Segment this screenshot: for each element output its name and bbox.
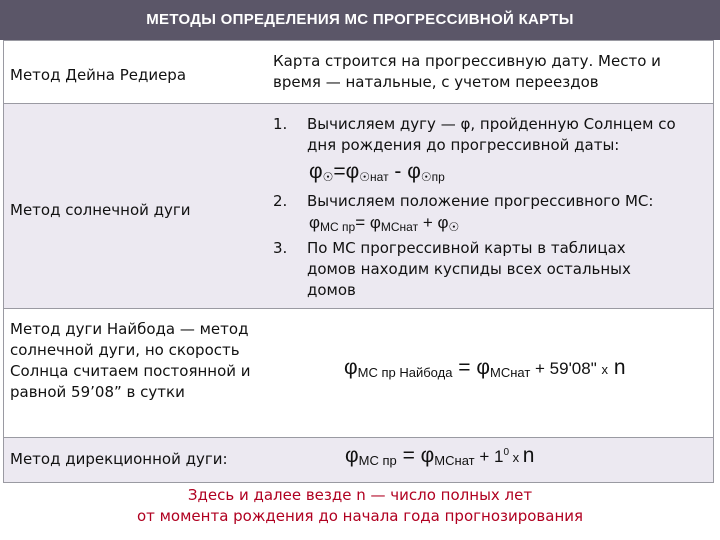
item-number: 1. — [273, 115, 288, 133]
item-text: Вычисляем положение прогрессивного МС: — [307, 192, 654, 210]
list-item — [273, 238, 703, 301]
method-name: Метод дирекционной дуги: — [10, 450, 228, 468]
item-number: 2. — [273, 192, 288, 210]
footnote — [0, 485, 720, 527]
method-description: Карта строится на прогрессивную дату. Место и время — натальные, с учетом переездов — [273, 52, 661, 91]
method-name: Метод солнечной дуги — [10, 201, 191, 219]
method-name: Метод дуги Найбода — метод солнечной дуги, но скорость Солнца считаем постоянной и равной 59’08” в сутки — [10, 320, 251, 401]
method-name: Метод Дейна Редиера — [10, 66, 187, 84]
item-number: 3. — [273, 239, 288, 257]
methods-table — [3, 40, 714, 483]
table-row — [4, 41, 713, 103]
list-item — [273, 191, 703, 212]
footnote-line: от момента рождения до начала года прогнозирования — [136, 507, 584, 525]
naibod-formula: φМС пр Найбода = φМСнат + 59'08" x n — [344, 356, 626, 380]
table-row — [4, 104, 713, 308]
progressed-mc-formula: φМС пр= φМСнат + φ☉ — [309, 213, 460, 234]
list-item — [273, 114, 703, 156]
table-row — [4, 438, 713, 482]
slide-title: МЕТОДЫ ОПРЕДЕЛЕНИЯ МС ПРОГРЕССИВНОЙ КАРТЫ — [0, 0, 720, 40]
footnote-line: Здесь и далее везде n — число полных лет — [187, 486, 533, 504]
directional-arc-formula: φМС пр = φМСнат + $1^0$ x n — [345, 444, 535, 468]
item-text: Вычисляем дугу — φ, пройденную Солнцем со дня рождения до прогрессивной даты: — [307, 115, 676, 154]
solar-arc-formula: φ☉=φ☉нат - φ☉пр — [309, 160, 445, 184]
table-row — [4, 309, 713, 437]
item-text: По МС прогрессивной карты в таблицах домов находим куспиды всех остальных домов — [307, 239, 631, 299]
